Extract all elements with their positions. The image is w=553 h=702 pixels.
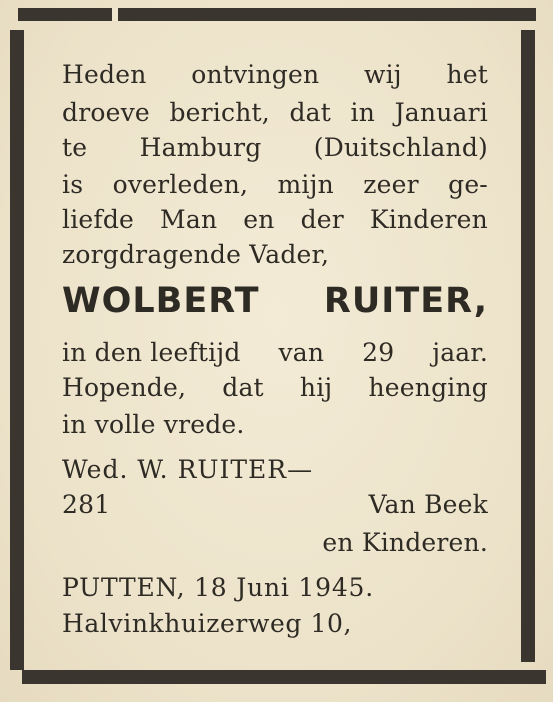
hope-line: Hopende, dat hij heenging <box>62 373 488 402</box>
right-border <box>521 30 535 662</box>
text-line-3: te Hamburg (Duitschland) <box>62 133 488 162</box>
text-line-4: is overleden, mijn zeer ge- <box>62 170 488 199</box>
text-line-2: droeve bericht, dat in Januari <box>62 98 488 127</box>
text-line-1: Heden ontvingen wij het <box>62 60 488 89</box>
top-border <box>18 8 536 21</box>
children-line: en Kinderen. <box>322 528 488 557</box>
place-date-line: PUTTEN, 18 Juni 1945. <box>62 573 374 602</box>
age-line: in den leeftijd van 29 jaar. <box>62 338 488 367</box>
top-border-gap <box>112 8 118 21</box>
text-line-5: liefde Man en der Kinderen <box>62 205 488 234</box>
family-name: Van Beek <box>368 490 488 519</box>
bottom-border <box>22 670 546 684</box>
text-line-6: zorgdragende Vader, <box>62 240 330 269</box>
deceased-first-name: WOLBERT <box>62 281 260 321</box>
peace-line: in volle vrede. <box>62 410 245 439</box>
left-border <box>10 30 24 670</box>
address-line: Halvinkhuizerweg 10, <box>62 609 353 638</box>
reference-number: 281 <box>62 490 111 519</box>
deceased-last-name: RUITER, <box>323 281 488 321</box>
reference-line <box>62 490 488 520</box>
deceased-name <box>62 280 488 322</box>
signature-line: Wed. W. RUITER— <box>62 455 314 484</box>
